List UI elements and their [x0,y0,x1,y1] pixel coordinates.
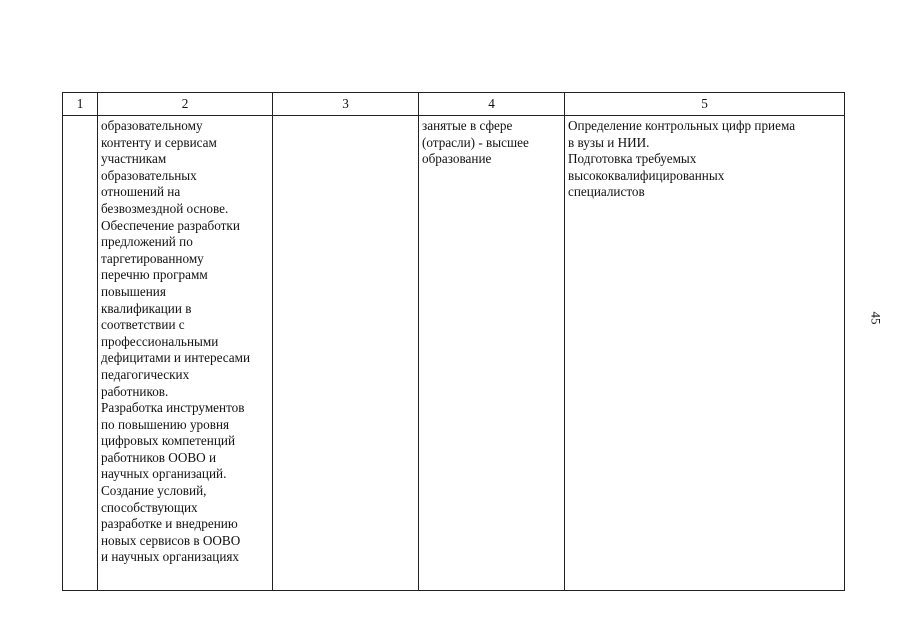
cell-text-col4: занятые в сфере (отрасли) - высшее образование [422,118,529,167]
table-cell-col2 [98,116,273,591]
table-header-row [63,93,845,116]
cell-text-col5: Определение контрольных цифр приема в вузы и НИИ. Подготовка требуемых высококвалифицированных специалистов [568,118,796,200]
cell-text-col2: образовательному контенту и сервисам участникам образовательных отношений на безвозмездной основе. Обеспечение разработки предложений по таргетированному перечню программ повышения квалификации в соответствии с профессиональными дефицитами и интересами педагогических работников. Разработка инструментов по повышению уровня цифровых компетенций работников ООВО и научных организаций. Создание условий, способствующих разработке и внедрению новых сервисов в ООВО и научных организациях [101,118,251,565]
table-row [63,116,845,591]
cell-text-col3 [273,116,418,118]
table-cell-col1 [63,116,98,591]
column-header-4: 4 [419,93,565,116]
document-table [62,92,845,591]
table-cell-col4 [419,116,565,591]
cell-text-col1 [63,116,97,118]
table-cell-col3 [273,116,419,591]
page-number: 45 [868,311,884,325]
column-header-3: 3 [273,93,419,116]
column-header-1: 1 [63,93,98,116]
column-header-2: 2 [98,93,273,116]
column-header-5: 5 [565,93,845,116]
table-cell-col5 [565,116,845,591]
